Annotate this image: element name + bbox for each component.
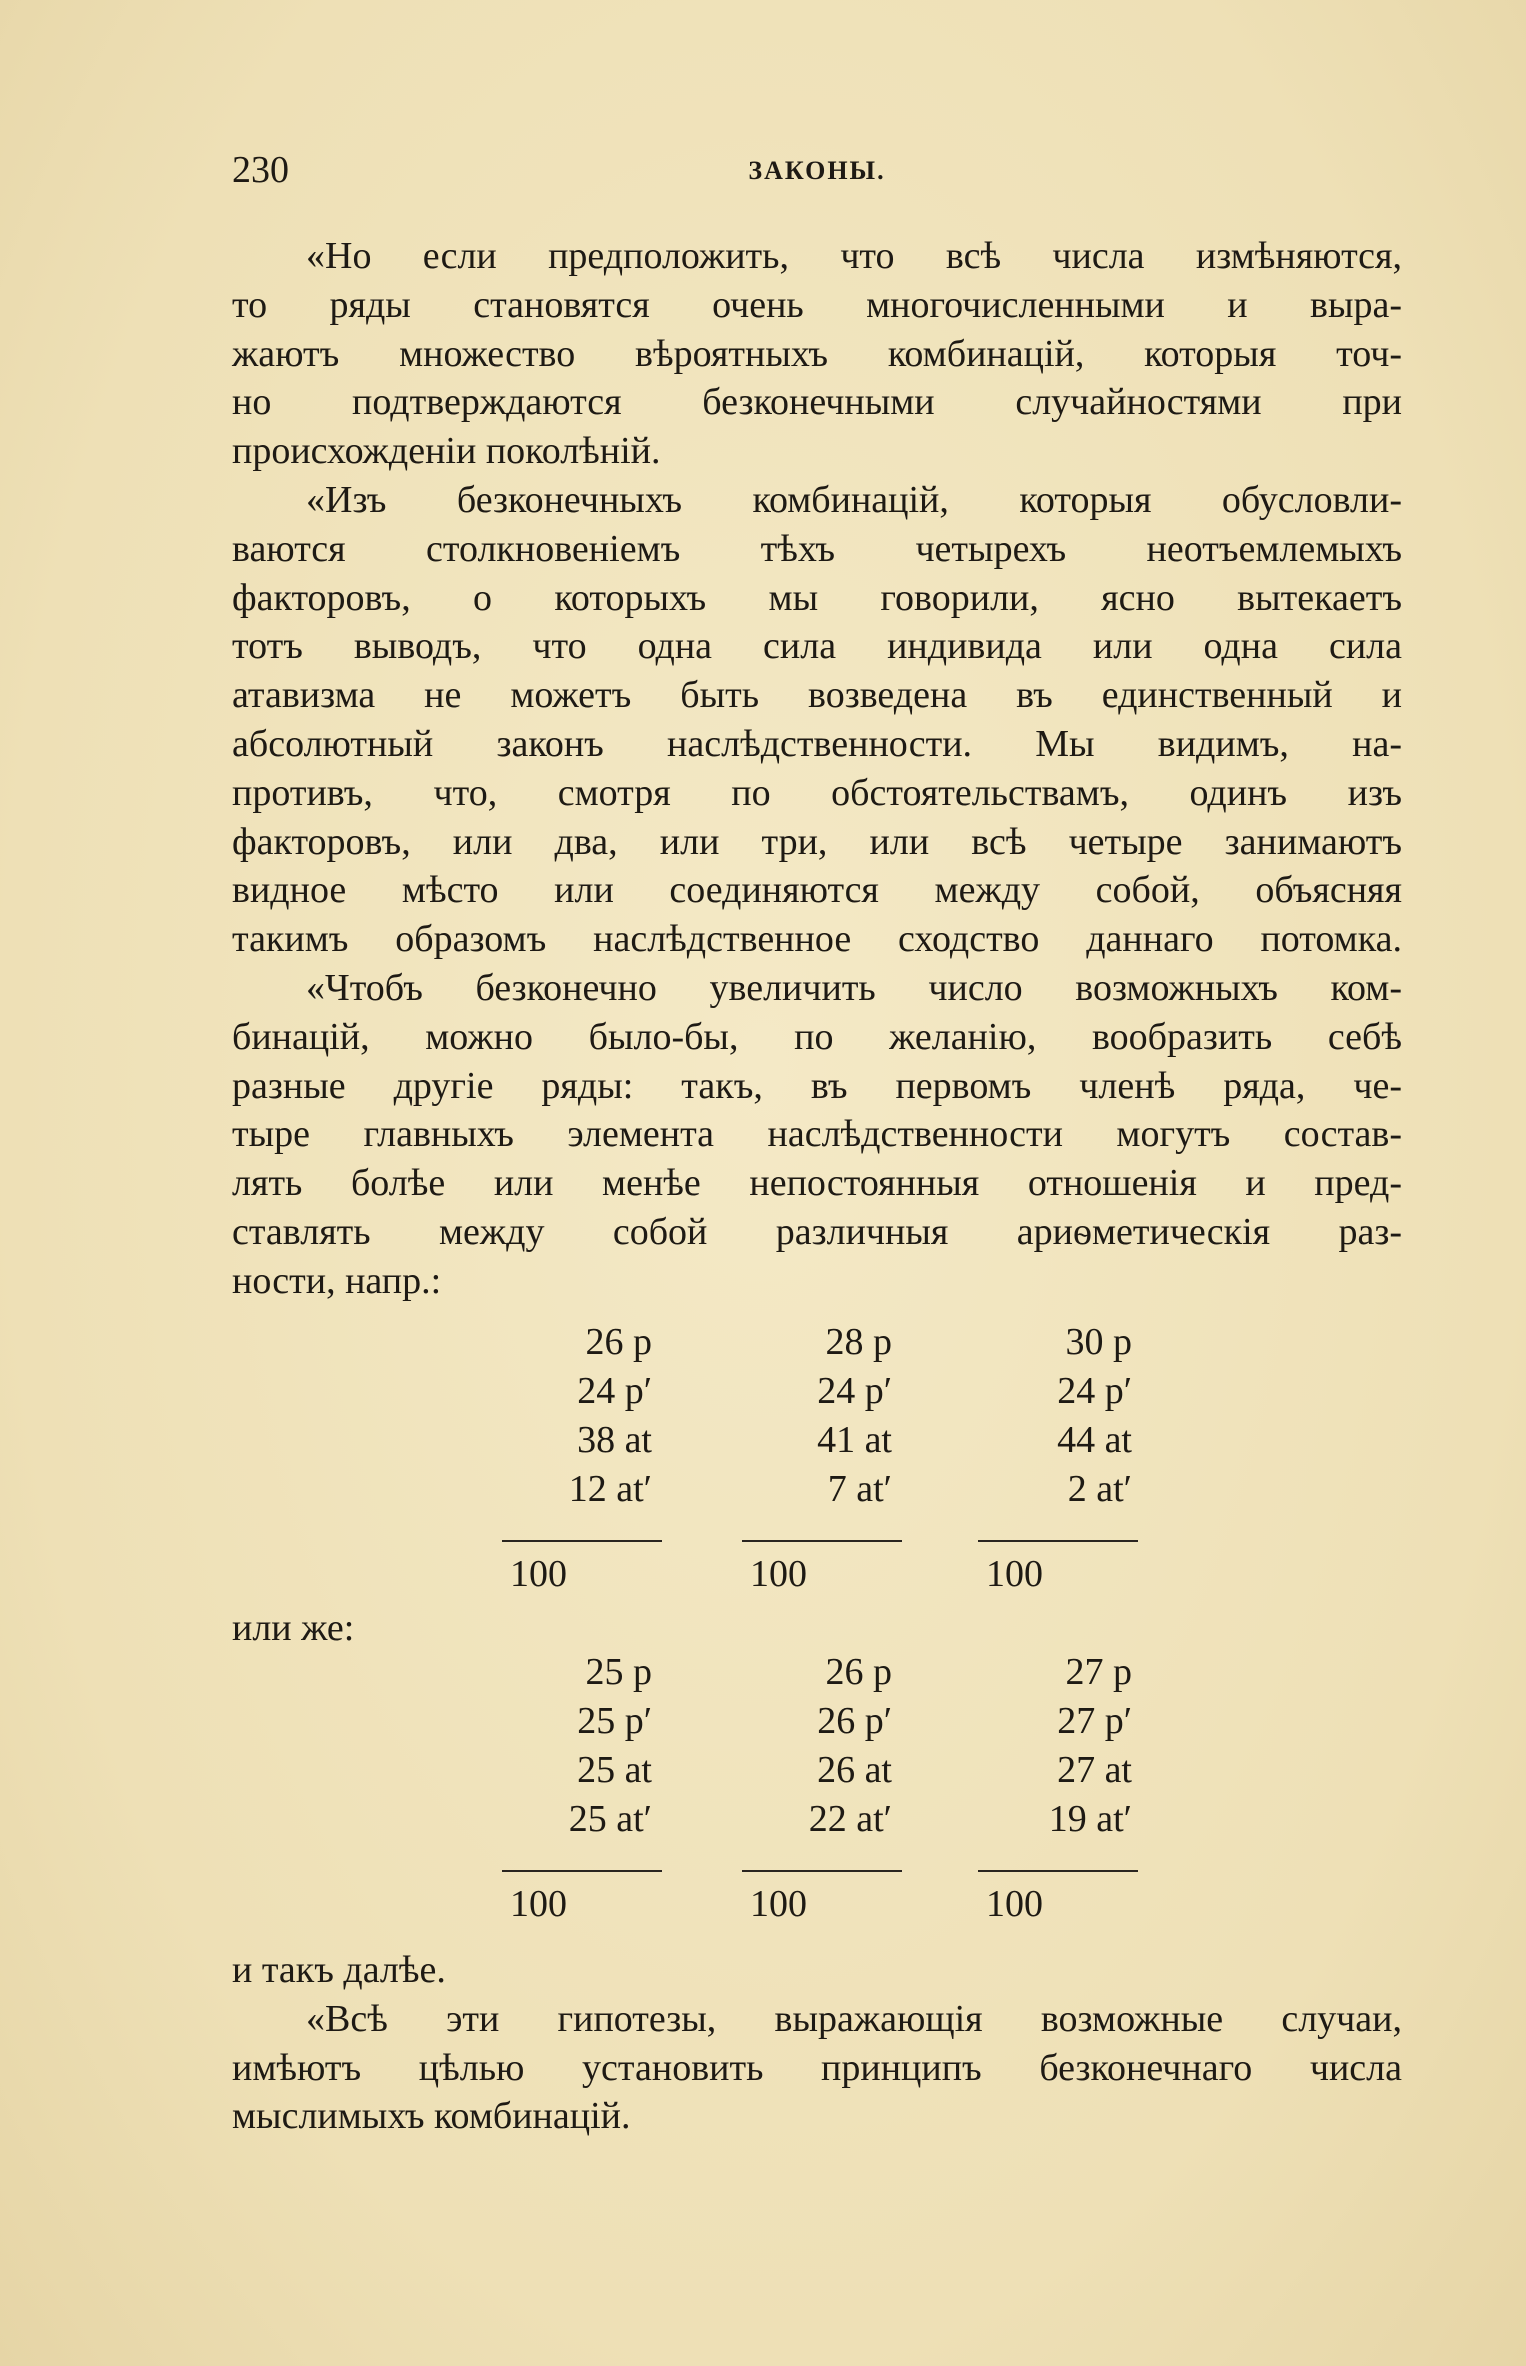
sum-rule bbox=[978, 1870, 1138, 1872]
text-line: противъ, что, смотря по обстоятельствамъ, одинъ изъ bbox=[232, 771, 1402, 814]
table-cell: 27 p′ bbox=[1057, 1700, 1132, 1742]
text-line: «Чтобъ безконечно увеличить число возможныхъ ком- bbox=[306, 966, 1402, 1009]
text-line: имѣютъ цѣлью установить принципъ безконечнаго числа bbox=[232, 2046, 1402, 2089]
table-cell: 28 p bbox=[825, 1321, 892, 1363]
text-line: факторовъ, или два, или три, или всѣ четыре занимаютъ bbox=[232, 820, 1402, 863]
table-cell: 26 p′ bbox=[817, 1700, 892, 1742]
text-line: разные другіе ряды: такъ, въ первомъ членѣ ряда, че- bbox=[232, 1064, 1402, 1107]
table-cell: 30 p bbox=[1065, 1321, 1132, 1363]
table-cell: 27 p bbox=[1065, 1651, 1132, 1693]
body-text-lower bbox=[232, 1946, 1402, 2141]
text-line: мыслимыхъ комбинацій. bbox=[232, 2095, 631, 2138]
table-cell: 44 at bbox=[1057, 1419, 1132, 1461]
text-line: то ряды становятся очень многочисленными и выра- bbox=[232, 283, 1402, 326]
table-cell: 24 p′ bbox=[817, 1370, 892, 1412]
table-cell: 19 at′ bbox=[1048, 1798, 1132, 1840]
table-cell: 25 at′ bbox=[568, 1798, 652, 1840]
table-cell: 25 at bbox=[577, 1749, 652, 1791]
text-line: видное мѣсто или соединяются между собой, объясняя bbox=[232, 869, 1402, 912]
text-line: бинацій, можно было-бы, по желанію, вообразить себѣ bbox=[232, 1015, 1402, 1058]
column-total: 100 bbox=[510, 1553, 567, 1595]
text-line: тотъ выводъ, что одна сила индивида или одна сила bbox=[232, 625, 1402, 668]
table-cell: 24 p′ bbox=[1057, 1370, 1132, 1412]
text-line: и такъ далѣе. bbox=[232, 1949, 446, 1991]
page-number: 230 bbox=[232, 149, 289, 191]
column-total: 100 bbox=[986, 1883, 1043, 1925]
text-line: происхожденіи поколѣній. bbox=[232, 430, 661, 473]
text-line: факторовъ, о которыхъ мы говорили, ясно вытекаетъ bbox=[232, 576, 1402, 619]
table-cell: 41 at bbox=[817, 1419, 892, 1461]
table-cell: 26 p bbox=[825, 1651, 892, 1693]
sum-rule bbox=[502, 1870, 662, 1872]
sum-rule bbox=[978, 1540, 1138, 1542]
column-total: 100 bbox=[750, 1883, 807, 1925]
sum-rule bbox=[742, 1540, 902, 1542]
or-label: или же: bbox=[232, 1607, 355, 1649]
text-line: жаютъ множество вѣроятныхъ комбинацій, которыя точ- bbox=[232, 332, 1402, 375]
table-cell: 26 at bbox=[817, 1749, 892, 1791]
sum-rule bbox=[502, 1540, 662, 1542]
text-line: ности, напр.: bbox=[232, 1259, 442, 1302]
text-line: «Всѣ эти гипотезы, выражающія возможные случаи, bbox=[306, 1997, 1402, 2040]
body-text-upper bbox=[232, 232, 1402, 1306]
table-cell: 22 at′ bbox=[808, 1798, 892, 1840]
table-cell: 25 p bbox=[585, 1651, 652, 1693]
text-line: атавизма не можетъ быть возведена въ единственный и bbox=[232, 674, 1402, 717]
text-line: ваются столкновеніемъ тѣхъ четырехъ неотъемлемыхъ bbox=[232, 527, 1402, 570]
column-total: 100 bbox=[986, 1553, 1043, 1595]
running-head: ЗАКОНЫ. bbox=[748, 156, 886, 185]
text-line: такимъ образомъ наслѣдственное сходство даннаго потомка. bbox=[232, 918, 1402, 961]
table-cell: 26 p bbox=[585, 1321, 652, 1363]
text-line: «Но если предположить, что всѣ числа измѣняются, bbox=[306, 235, 1402, 277]
text-line: «Изъ безконечныхъ комбинацій, которыя обусловли- bbox=[306, 478, 1402, 521]
column-total: 100 bbox=[750, 1553, 807, 1595]
text-line: лять болѣе или менѣе непостоянныя отношенія и пред- bbox=[232, 1162, 1402, 1205]
table-cell: 25 p′ bbox=[577, 1700, 652, 1742]
text-line: тыре главныхъ элемента наслѣдственности могутъ состав- bbox=[232, 1113, 1402, 1156]
text-line: но подтверждаются безконечными случайностями при bbox=[232, 381, 1402, 424]
table-cell: 12 at′ bbox=[568, 1468, 652, 1510]
sum-rule bbox=[742, 1870, 902, 1872]
text-line: ставлять между собой различныя ариѳметическія раз- bbox=[232, 1210, 1402, 1253]
table-cell: 7 at′ bbox=[827, 1468, 892, 1510]
table-cell: 2 at′ bbox=[1067, 1468, 1132, 1510]
table-cell: 38 at bbox=[577, 1419, 652, 1461]
table-cell: 24 p′ bbox=[577, 1370, 652, 1412]
page-header bbox=[232, 148, 1402, 198]
text-line: абсолютный законъ наслѣдственности. Мы видимъ, на- bbox=[232, 722, 1402, 765]
table-cell: 27 at bbox=[1057, 1749, 1132, 1791]
column-total: 100 bbox=[510, 1883, 567, 1925]
